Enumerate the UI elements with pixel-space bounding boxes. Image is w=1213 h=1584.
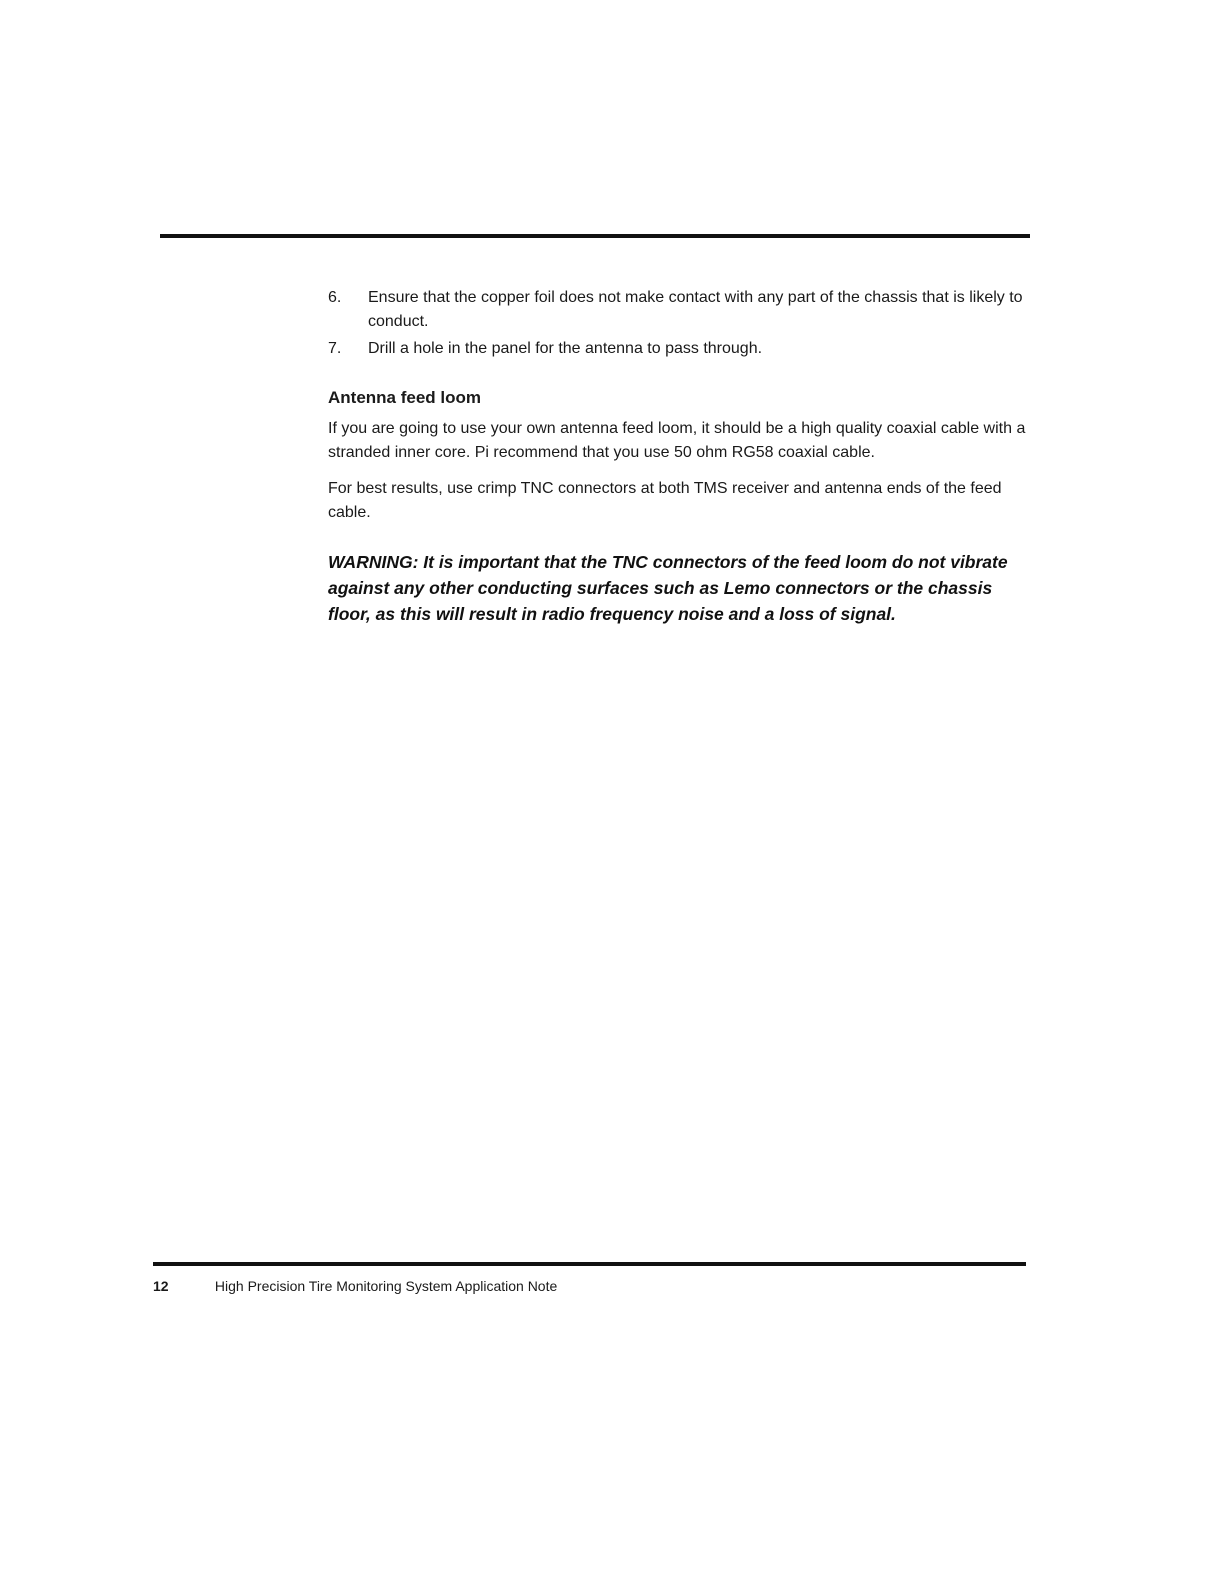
document-title: High Precision Tire Monitoring System Application Note	[214, 1278, 558, 1294]
warning-note: WARNING: It is important that the TNC connectors of the feed loom do not vibrate against any other conducting surfaces such as Lemo connectors or the chassis floor, as this will result in radio frequency noise and a loss of signal.	[328, 552, 1008, 624]
step-text: Ensure that the copper foil does not make contact with any part of the chassis that is likely to conduct.	[368, 289, 1023, 330]
page-footer	[153, 1276, 557, 1296]
footer-rule	[153, 1262, 1026, 1266]
step-number: 7.	[328, 340, 342, 357]
header-rule	[160, 234, 1030, 238]
step-number: 6.	[328, 289, 342, 306]
section-heading: Antenna feed loom	[328, 388, 482, 407]
step-6	[328, 286, 1033, 334]
step-7	[328, 337, 1033, 361]
page-content	[328, 286, 1033, 627]
step-text: Drill a hole in the panel for the antenna to pass through.	[368, 340, 763, 357]
page-number: 12	[153, 1278, 169, 1294]
paragraph-connectors: For best results, use crimp TNC connectors at both TMS receiver and antenna ends of the feed cable.	[328, 480, 1002, 521]
paragraph-feed-loom: If you are going to use your own antenna feed loom, it should be a high quality coaxial cable with a stranded inner core. Pi recommend that you use 50 ohm RG58 coaxial cable.	[328, 420, 1026, 461]
